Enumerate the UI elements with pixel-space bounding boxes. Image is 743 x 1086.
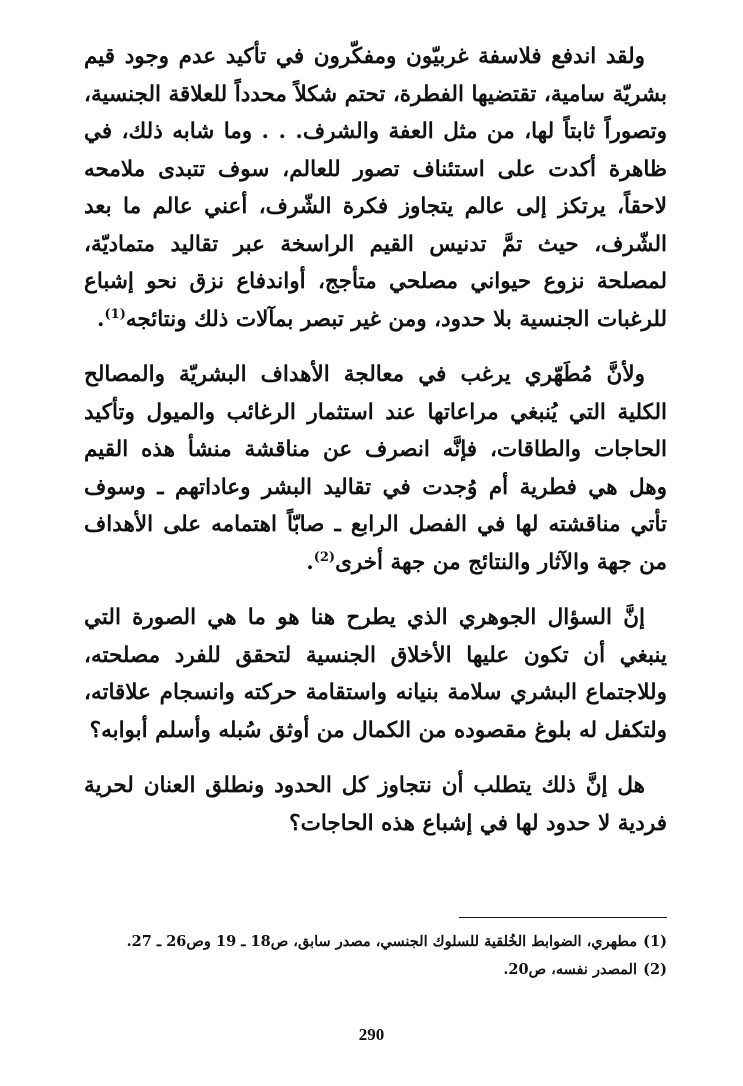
footnote-1-number: (1) [643, 933, 667, 950]
footnote-2 [84, 956, 667, 984]
footnote-ref-1: (1) [104, 306, 126, 322]
paragraph-3-text: إنَّ السؤال الجوهري الذي يطرح هنا هو ما هي الصورة التي ينبغي أن تكون عليها الأخلاق الجنسية لتحقق للفرد مصلحته، وللاجتماع البشري سلامة بنيانه واستقامة حركته وانسجام علاقاته، ولتكفل له بلوغ مقصوده من الكمال من أوثق سُبله وأسلم أبوابه؟ [84, 605, 667, 743]
paragraph-3 [84, 599, 667, 749]
paragraph-2-end: . [306, 549, 314, 575]
footnote-1-text: مطهري، الضوابط الخُلقية للسلوك الجنسي، مصدر سابق، ص18 ـ 19 وص26 ـ 27. [126, 933, 637, 950]
footnotes [84, 928, 667, 984]
footnote-ref-2: (2) [313, 549, 336, 565]
footnote-2-number: (2) [643, 961, 667, 978]
main-text-body [84, 38, 667, 860]
footnote-separator [459, 917, 667, 918]
paragraph-1 [84, 38, 667, 338]
paragraph-2 [84, 356, 667, 581]
paragraph-1-text: ولقد اندفع فلاسفة غربيّون ومفكّرون في تأكيد عدم وجود قيم بشريّة سامية، تقتضيها الفطرة، تحتم شكلاً محدداً للعلاقة الجنسية، وتصوراً ثابتاً لها، من مثل العفة والشرف. . . وما شابه ذلك، في ظاهرة أكدت على استئناف تصور للعالم، سوف تتبدى ملامحه لاحقاً، يرتكز إلى عالم يتجاوز فكرة الشّرف، أعني عالم ما بعد الشّرف، حيث تمَّ تدنيس القيم الراسخة عبر تقاليد متماديّة، لمصلحة نزوع حيواني مصلحي متأجج، أواندفاع نزق نحو إشباع للرغبات الجنسية بلا حدود، ومن غير تبصر بمآلات ذلك ونتائجه [84, 44, 667, 332]
paragraph-2-text: ولأنَّ مُطَهّري يرغب في معالجة الأهداف البشريّة والمصالح الكلية التي يُنبغي مراعاتها عند استثمار الرغائب والميول وتأكيد الحاجات والطاقات، فإنَّه انصرف عن مناقشة منشأ هذه القيم وهل هي فطرية أم وُجدت في تقاليد البشر وعاداتهم ـ وسوف تأتي مناقشته لها في الفصل الرابع ـ صابّاً اهتمامه على الأهداف من جهة والآثار والنتائج من جهة أخرى [84, 362, 667, 575]
page-number: 290 [358, 1025, 385, 1044]
paragraph-4 [84, 767, 667, 842]
paragraph-4-text: هل إنَّ ذلك يتطلب أن نتجاوز كل الحدود ونطلق العنان لحرية فردية لا حدود لها في إشباع هذه الحاجات؟ [84, 773, 667, 836]
footnote-2-text: المصدر نفسه، ص20. [503, 961, 637, 978]
footnote-1 [84, 928, 667, 956]
paragraph-1-end: . [97, 306, 105, 332]
